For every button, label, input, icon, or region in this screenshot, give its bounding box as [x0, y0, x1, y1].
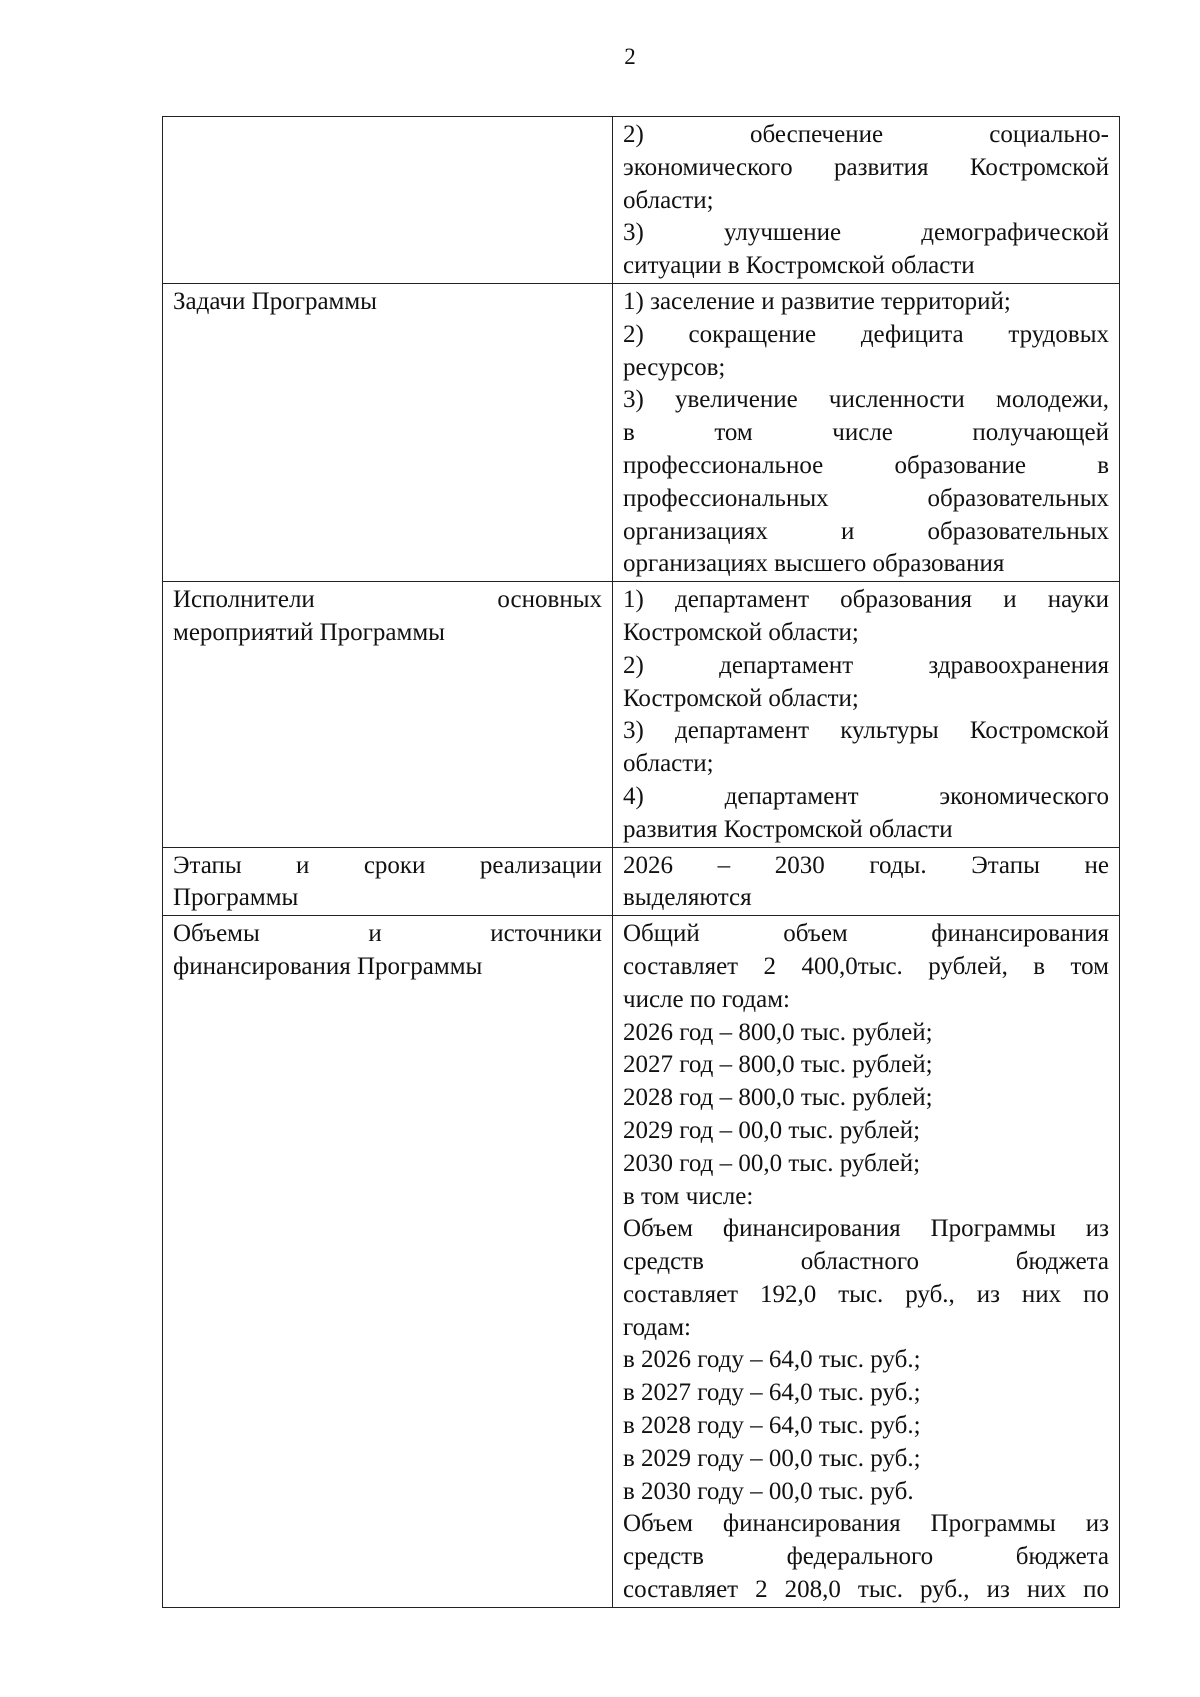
text-line: мероприятий Программы [173, 618, 445, 646]
text-line: 2026 – 2030 годы. Этапы не [623, 851, 1109, 879]
page-number: 2 [624, 44, 636, 69]
row-label-cell [163, 283, 613, 581]
row-label-cell [163, 582, 613, 847]
text-line: 1) департамент образования и науки [623, 586, 1109, 614]
text-line: в том числе получающей [623, 419, 1109, 447]
text-line: 3) увеличение численности молодежи, [623, 386, 1109, 414]
text-line: Объем финансирования Программы из [623, 1510, 1109, 1538]
table-row [163, 283, 1120, 581]
text-line: 2) обеспечение социально- [623, 121, 1109, 148]
text-line: 2) департамент здравоохранения [623, 651, 1109, 679]
text-line: Этапы и сроки реализации [173, 851, 602, 879]
row-label-cell [163, 916, 613, 1608]
text-line: 3) улучшение демографической [623, 219, 1109, 247]
table-row [163, 582, 1120, 847]
table-row [163, 117, 1120, 284]
text-line: ситуации в Костромской области [623, 252, 975, 280]
text-line: экономического развития Костромской [623, 153, 1109, 181]
text-line: 3) департамент культуры Костромской [623, 717, 1109, 745]
text-line: Объем финансирования Программы из [623, 1215, 1109, 1243]
text-line: профессиональное образование в [623, 451, 1109, 479]
text-line: 2030 год – 00,0 тыс. рублей; [623, 1149, 921, 1177]
text-line: средств областного бюджета [623, 1248, 1109, 1276]
text-line: в 2027 году – 64,0 тыс. руб.; [623, 1379, 921, 1407]
text-line: 2027 год – 800,0 тыс. рублей; [623, 1051, 933, 1079]
passport-table [162, 116, 1120, 1608]
text-line: Общий объем финансирования [623, 920, 1109, 948]
table-row [163, 847, 1120, 916]
text-line: организациях высшего образования [623, 550, 1005, 578]
text-line: области; [623, 186, 714, 214]
text-line: финансирования Программы [173, 952, 483, 980]
row-label-cell [163, 847, 613, 916]
text-line: ресурсов; [623, 353, 726, 381]
text-line: числе по годам: [623, 985, 790, 1013]
table-row [163, 916, 1120, 1608]
row-label-cell [163, 117, 613, 284]
text-line: 2026 год – 800,0 тыс. рублей; [623, 1018, 933, 1046]
text-line: 4) департамент экономического [623, 782, 1109, 810]
text-line: 2) сокращение дефицита трудовых [623, 320, 1109, 348]
text-line: составляет 2 208,0 тыс. руб., из них по [623, 1576, 1109, 1604]
text-line: в 2028 году – 64,0 тыс. руб.; [623, 1412, 921, 1440]
text-line: в 2029 году – 00,0 тыс. руб.; [623, 1444, 921, 1472]
text-line: составляет 192,0 тыс. руб., из них по [623, 1280, 1109, 1308]
text-line: в том числе: [623, 1182, 754, 1210]
text-line: организациях и образовательных [623, 517, 1109, 545]
text-line: Костромской области; [623, 618, 859, 646]
passport-table-body [163, 117, 1120, 1608]
row-content-cell [613, 847, 1120, 916]
text-line: средств федерального бюджета [623, 1543, 1109, 1571]
text-line: развития Костромской области [623, 815, 953, 843]
text-line: составляет 2 400,0тыс. рублей, в том [623, 952, 1109, 980]
text-line: Объемы и источники [173, 920, 602, 948]
text-line: 2029 год – 00,0 тыс. рублей; [623, 1116, 921, 1144]
text-line: в 2030 году – 00,0 тыс. руб. [623, 1477, 914, 1505]
row-content-cell [613, 916, 1120, 1608]
text-line: Исполнители основных [173, 586, 602, 614]
text-line: 2028 год – 800,0 тыс. рублей; [623, 1084, 933, 1112]
row-content-cell [613, 117, 1120, 284]
text-line: в 2026 году – 64,0 тыс. руб.; [623, 1346, 921, 1374]
text-line: годам: [623, 1313, 691, 1341]
text-line: 1) заселение и развитие территорий; [623, 287, 1011, 315]
text-line: выделяются [623, 884, 752, 912]
text-line: Костромской области; [623, 684, 859, 712]
row-content-cell [613, 582, 1120, 847]
text-line: Программы [173, 884, 299, 912]
text-line: профессиональных образовательных [623, 484, 1109, 512]
row-content-cell [613, 283, 1120, 581]
text-line: Задачи Программы [173, 287, 377, 315]
text-line: области; [623, 750, 714, 778]
